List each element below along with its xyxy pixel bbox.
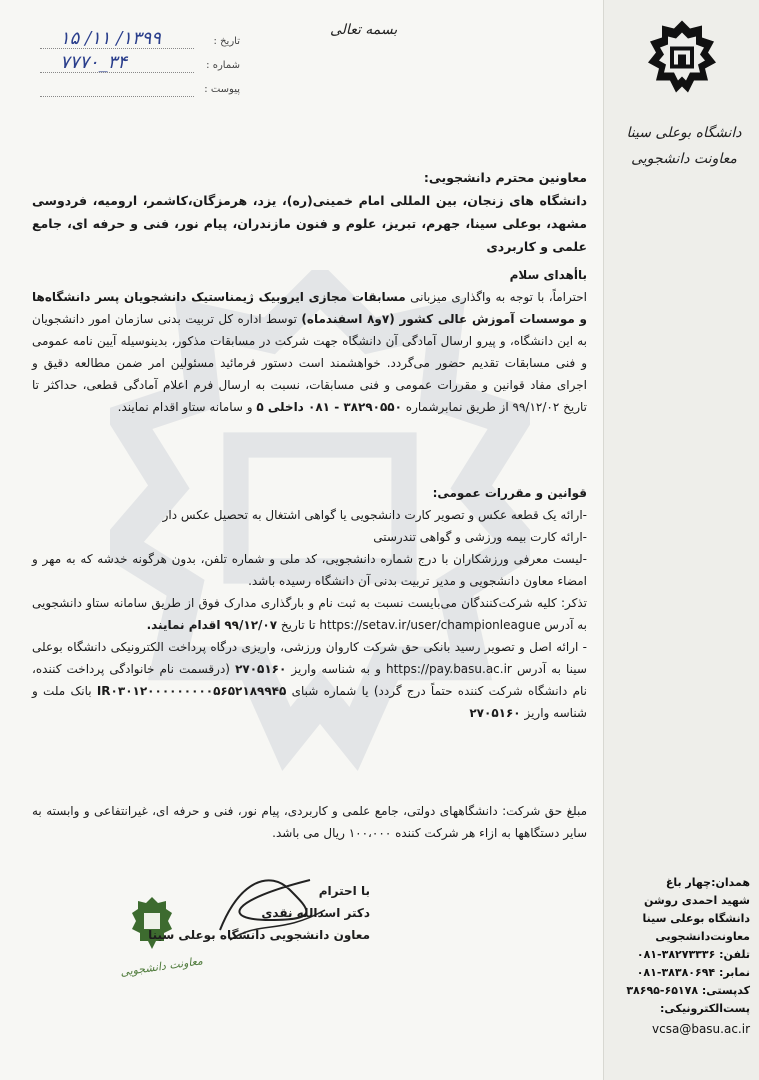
fee-paragraph: مبلغ حق شرکت: دانشگاههای دولتی، جامع علمی و کاربردی، پیام نور، فنی و حرفه ای، غیرانتفاعی و وابسته به سایر دستگاهها به ازاء هر شرکت کننده ۱۰۰،۰۰۰ ریال می باشد. bbox=[32, 804, 587, 840]
org-name: دانشگاه بوعلی سینا bbox=[626, 125, 742, 141]
contact-address-1: همدان:چهار باغ bbox=[665, 876, 750, 889]
attachment-line bbox=[40, 96, 194, 97]
payment-bank: بانک ملت و شناسه واریز bbox=[32, 684, 587, 720]
para-phone-intro: از طریق نمابرشماره bbox=[405, 400, 509, 414]
org-department: معاونت دانشجویی bbox=[631, 151, 737, 167]
contact-fax: نمابر: ۳۸۳۸۰۶۹۴-۰۸۱ bbox=[636, 966, 750, 979]
rules-title: قوانین و مقررات عمومی: bbox=[432, 486, 587, 500]
number-label: شماره : bbox=[206, 60, 240, 71]
payment-link[interactable]: https://pay.basu.ac.ir bbox=[386, 662, 512, 676]
rules-block bbox=[32, 504, 587, 724]
sign-name: دکتر اسدالله نقدی bbox=[261, 906, 370, 920]
letter-meta bbox=[40, 30, 240, 102]
number-line bbox=[40, 72, 194, 73]
sign-title: معاون دانشجویی دانشگاه بوعلی سینا bbox=[148, 928, 370, 942]
signature-block bbox=[150, 880, 370, 946]
recipient-title: معاونین محترم دانشجویی: bbox=[423, 170, 587, 185]
payment-paragraph bbox=[32, 636, 587, 724]
university-logo-icon bbox=[642, 18, 722, 133]
para-deadline: ۹۹/۱۲/۰۲ bbox=[512, 400, 560, 414]
contact-postal: کدپستی: ۶۵۱۷۸-۳۸۶۹۵ bbox=[626, 984, 750, 997]
main-paragraph bbox=[32, 286, 587, 418]
contact-phone: تلفن: ۳۸۲۷۳۳۳۶-۰۸۱ bbox=[636, 948, 750, 961]
date-line bbox=[40, 48, 194, 49]
contact-block bbox=[610, 874, 750, 1038]
attachment-label: پیوست : bbox=[204, 84, 240, 95]
setav-link[interactable]: https://setav.ir/user/championleague bbox=[319, 618, 541, 632]
note-text: تذکر: کلیه شرکت‌کنندگان می‌بایست نسبت به ثبت نام و بارگذاری مدارک فوق از طریق سامانه ستاو دانشجویی به آدرس bbox=[32, 596, 587, 632]
para-end: و سامانه ستاو اقدام نمایند. bbox=[117, 400, 253, 414]
date-value: ۱۳۹۹/ ۱۱/ ۱۵ bbox=[60, 28, 161, 49]
date-row bbox=[40, 30, 240, 54]
sign-closing: با احترام bbox=[318, 884, 370, 898]
contact-address-2: شهید احمدی روشن bbox=[644, 894, 750, 907]
number-row bbox=[40, 54, 240, 78]
payment-note: (درقسمت نام خانوادگی پرداخت کننده، نام دانشگاه شرکت کننده حتماً درج گردد) یا شماره شبای bbox=[32, 662, 588, 698]
rule-1: -ارائه یک قطعه عکس و تصویر کارت دانشجویی یا گواهی اشتغال به تحصیل عکس دار bbox=[162, 508, 587, 522]
para-event: مسابقات مجازی ایروبیک ژیمناستیک دانشجویان پسر دانشگاه‌ها و موسسات آموزش عالی کشور (۷و۸ اسفندماه) bbox=[32, 290, 587, 326]
stamp-text: معاونت دانشجویی bbox=[119, 954, 204, 979]
recipients-block bbox=[32, 166, 587, 258]
greeting: باأهدای سلام bbox=[509, 268, 587, 282]
para-intro: احتراماً، با توجه به واگذاری میزبانی bbox=[410, 290, 588, 304]
contact-address-4: معاونت‌دانشجویی bbox=[655, 930, 750, 943]
rule-3: -لیست معرفی ورزشکاران با درج شماره دانشجویی، کد ملی و شماره تلفن، بدون هرگونه خدشه که به مهر و امضاء معاون دانشجویی و مدیر تربیت بدنی آن دانشگاه رسیده باشد. bbox=[32, 552, 587, 588]
note-deadline-label: تا تاریخ bbox=[280, 618, 316, 632]
recipient-list: دانشگاه های زنجان، بین المللی امام خمینی(ره)، یزد، هرمزگان،کاشمر، ارومیه، فردوسی مشهد، بوعلی سینا، جهرم، تبریز، علوم و فنون مازندران، پیام نور، فنی و حرفه ای، جامع علمی و کاربردی bbox=[32, 193, 587, 254]
sidebar bbox=[603, 0, 759, 1080]
payment-iban: IR۰۳۰۱۲۰۰۰۰۰۰۰۰۰۵۶۵۲۱۸۹۹۴۵ bbox=[96, 684, 287, 698]
para-phone: ۳۸۲۹۰۵۵۰ - ۰۸۱ داخلی ۵ bbox=[256, 400, 402, 414]
contact-email[interactable]: vcsa@basu.ac.ir bbox=[652, 1022, 750, 1036]
note-deadline: ۹۹/۱۲/۰۷ bbox=[224, 618, 278, 632]
note-end: اقدام نمایند. bbox=[146, 618, 221, 632]
date-label: تاریخ : bbox=[213, 36, 240, 47]
payment-id-label: و به شناسه واریز bbox=[291, 662, 381, 676]
contact-address-3: دانشگاه بوعلی سینا bbox=[642, 912, 750, 925]
payment-id: ۲۷۰۵۱۶۰ bbox=[235, 662, 287, 676]
rule-2: -ارائه کارت بیمه ورزشی و گواهی تندرستی bbox=[373, 530, 587, 544]
note-paragraph bbox=[32, 592, 587, 636]
payment-text: - ارائه اصل و تصویر رسید بانکی حق شرکت کاروان ورزشی، واریزی درگاه پرداخت الکترونیکی دانشگاه بوعلی سینا به آدرس bbox=[32, 640, 587, 676]
para-rest: توسط اداره کل تربیت بدنی سازمان امور دانشجویان به این دانشگاه، و پیرو ارسال آمادگی آن دانشگاه جهت شرکت در مسابقات مذکور، بدینوسیله آیین نامه عمومی و فنی مسابقات تقدیم حضور می‌گردد. خواهشمند است دستور فرمائید مسئولین امر ضمن مطالعه دقیق و اجرای مفاد قوانین و مقررات عمومی و فنی مسابقات، نسبت به ارسال فرم اعلام آمادگی قطعی، حداکثر تا تاریخ bbox=[32, 312, 587, 414]
basmala: بسمه تعالی bbox=[330, 22, 398, 38]
payment-id-2: ۲۷۰۵۱۶۰ bbox=[469, 706, 521, 720]
number-value: ۳۴_۷۷۷۰ bbox=[60, 52, 128, 73]
attachment-row bbox=[40, 78, 240, 102]
contact-email-label: پست‌الکترونیکی: bbox=[660, 1002, 750, 1015]
org-caption bbox=[614, 120, 754, 172]
